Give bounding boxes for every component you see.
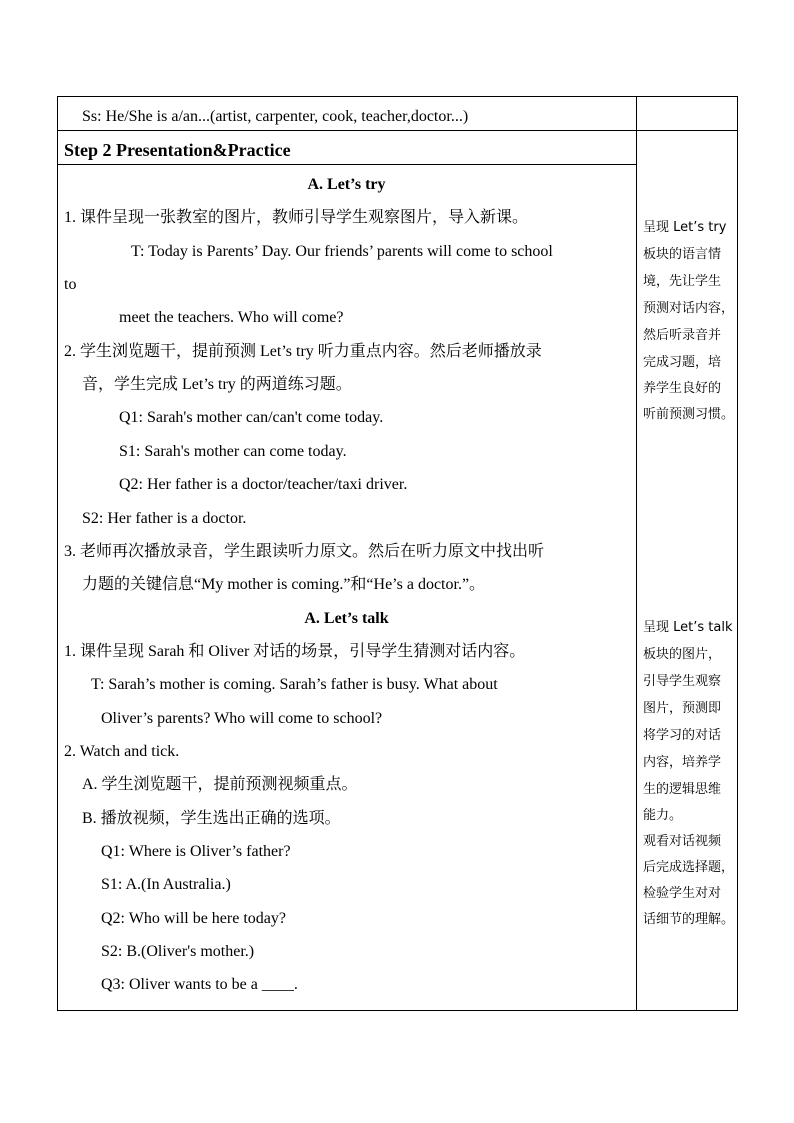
note-b-line: 话细节的理解。 xyxy=(643,912,735,927)
section-b-title: A. Let’s talk xyxy=(304,610,389,627)
section-b-line: 2. Watch and tick. xyxy=(64,743,180,760)
section-b-line: Oliver’s parents? Who will come to school? xyxy=(101,710,383,727)
note-b-line: 将学习的对话 xyxy=(643,728,722,743)
section-b-line: S1: A.(In Australia.) xyxy=(101,876,231,893)
note-b-line: 呈现 Let’s talk xyxy=(643,620,733,635)
note-a-line: 完成习题，培 xyxy=(643,355,722,370)
section-a-line: to xyxy=(64,276,77,293)
section-a-line: meet the teachers. Who will come? xyxy=(119,309,344,326)
note-b-line: 板块的图片， xyxy=(643,647,722,662)
section-b-line: 1. 课件呈现 Sarah 和 Oliver 对话的场景，引导学生猜测对话内容。 xyxy=(64,643,526,660)
section-a-line: 2. 学生浏览题干，提前预测 Let’s try 听力重点内容。然后老师播放录 xyxy=(64,343,542,360)
note-b-line: 观看对话视频 xyxy=(643,834,722,849)
section-b-line: A. 学生浏览题干，提前预测视频重点。 xyxy=(82,776,358,793)
note-a-line: 板块的语言情 xyxy=(643,247,722,262)
section-a-line: Q2: Her father is a doctor/teacher/taxi driver. xyxy=(119,476,408,493)
section-a-line: T: Today is Parents’ Day. Our friends’ parents will come to school xyxy=(131,243,553,260)
row-divider-step xyxy=(57,164,636,165)
section-a-title: A. Let’s try xyxy=(307,176,386,193)
note-a-line: 养学生良好的 xyxy=(643,381,722,396)
note-b-line: 引导学生观察 xyxy=(643,674,722,689)
note-b-line: 内容，培养学 xyxy=(643,755,722,770)
section-b-line: B. 播放视频，学生选出正确的选项。 xyxy=(82,810,341,827)
note-a-line: 听前预测习惯。 xyxy=(643,407,735,422)
section-b-line: Q1: Where is Oliver’s father? xyxy=(101,843,291,860)
section-a-line: 1. 课件呈现一张教室的图片，教师引导学生观察图片，导入新课。 xyxy=(64,209,529,226)
section-a-line: 力题的关键信息“My mother is coming.”和“He’s a doctor.”。 xyxy=(82,576,486,593)
note-b-line: 检验学生对对 xyxy=(643,886,722,901)
row-divider xyxy=(57,130,738,131)
step-title: Step 2 Presentation&Practice xyxy=(64,140,291,160)
section-a-line: S1: Sarah's mother can come today. xyxy=(119,443,347,460)
section-a-line: Q1: Sarah's mother can/can't come today. xyxy=(119,409,384,426)
note-b-line: 生的逻辑思维 xyxy=(643,782,722,797)
note-b-line: 后完成选择题， xyxy=(643,860,735,875)
section-b-line: T: Sarah’s mother is coming. Sarah’s father is busy. What about xyxy=(91,676,498,693)
note-a-line: 预测对话内容， xyxy=(643,301,735,316)
section-b-line: Q2: Who will be here today? xyxy=(101,910,286,927)
section-a-line: 音，学生完成 Let’s try 的两道练习题。 xyxy=(82,376,352,393)
note-b-line: 图片，预测即 xyxy=(643,701,722,716)
note-a-line: 境，先让学生 xyxy=(643,274,722,289)
note-a-line: 呈现 Let’s try xyxy=(643,220,727,235)
note-a-line: 然后听录音并 xyxy=(643,328,722,343)
header-row-text: Ss: He/She is a/an...(artist, carpenter, cook, teacher,doctor...) xyxy=(82,108,469,125)
note-b-line: 能力。 xyxy=(643,808,683,823)
section-a-line: 3. 老师再次播放录音，学生跟读听力原文。然后在听力原文中找出听 xyxy=(64,543,545,560)
section-b-line: Q3: Oliver wants to be a ____. xyxy=(101,976,298,993)
column-divider xyxy=(636,96,637,1011)
section-a-line: S2: Her father is a doctor. xyxy=(82,510,247,527)
section-b-line: S2: B.(Oliver's mother.) xyxy=(101,943,255,960)
